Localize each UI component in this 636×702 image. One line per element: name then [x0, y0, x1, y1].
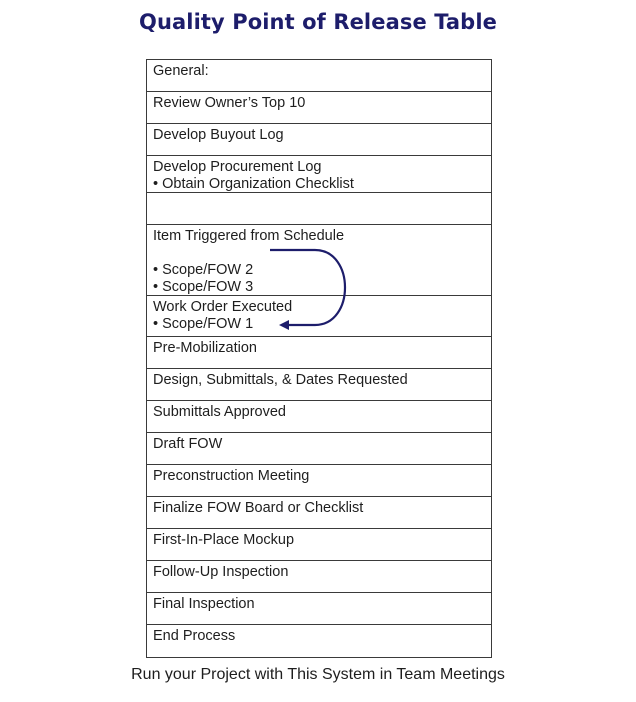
row-spacer [153, 196, 485, 213]
table-row [147, 529, 491, 561]
row-bullet-item: • Obtain Organization Checklist [153, 176, 354, 192]
table-row [147, 124, 491, 156]
row-label: Draft FOW [153, 436, 223, 452]
row-label: Follow-Up Inspection [153, 564, 289, 580]
row-label: General: [153, 63, 209, 79]
row-spacer [153, 245, 485, 262]
row-label: Develop Buyout Log [153, 127, 284, 143]
row-label: End Process [153, 628, 236, 644]
table-row [147, 497, 491, 529]
row-label: Item Triggered from Schedule [153, 228, 345, 244]
row-label: Work Order Executed [153, 299, 293, 315]
row-label: Review Owner’s Top 10 [153, 95, 306, 111]
row-bullet-item: • Scope/FOW 3 [153, 279, 254, 295]
table-row [147, 92, 491, 124]
table-row [147, 193, 491, 225]
table-row [147, 625, 491, 657]
table-row [147, 465, 491, 497]
table-row [147, 225, 491, 296]
release-table [146, 59, 492, 658]
table-row [147, 561, 491, 593]
page-title: Quality Point of Release Table [139, 10, 497, 34]
row-label: Develop Procurement Log [153, 159, 322, 175]
table-row [147, 433, 491, 465]
row-label: Final Inspection [153, 596, 255, 612]
table-row [147, 369, 491, 401]
row-bullet-item: • Scope/FOW 1 [153, 316, 254, 332]
row-label: Pre-Mobilization [153, 340, 257, 356]
table-row [147, 60, 491, 92]
table-row [147, 593, 491, 625]
table-row [147, 337, 491, 369]
table-row [147, 401, 491, 433]
row-label: Design, Submittals, & Dates Requested [153, 372, 408, 388]
row-bullet-item: • Scope/FOW 2 [153, 262, 254, 278]
footer-caption: Run your Project with This System in Team Meetings [131, 666, 505, 683]
row-label: Finalize FOW Board or Checklist [153, 500, 364, 516]
table-row [147, 156, 491, 193]
row-label: First-In-Place Mockup [153, 532, 295, 548]
table-row [147, 296, 491, 337]
row-label: Preconstruction Meeting [153, 468, 310, 484]
row-label: Submittals Approved [153, 404, 286, 420]
